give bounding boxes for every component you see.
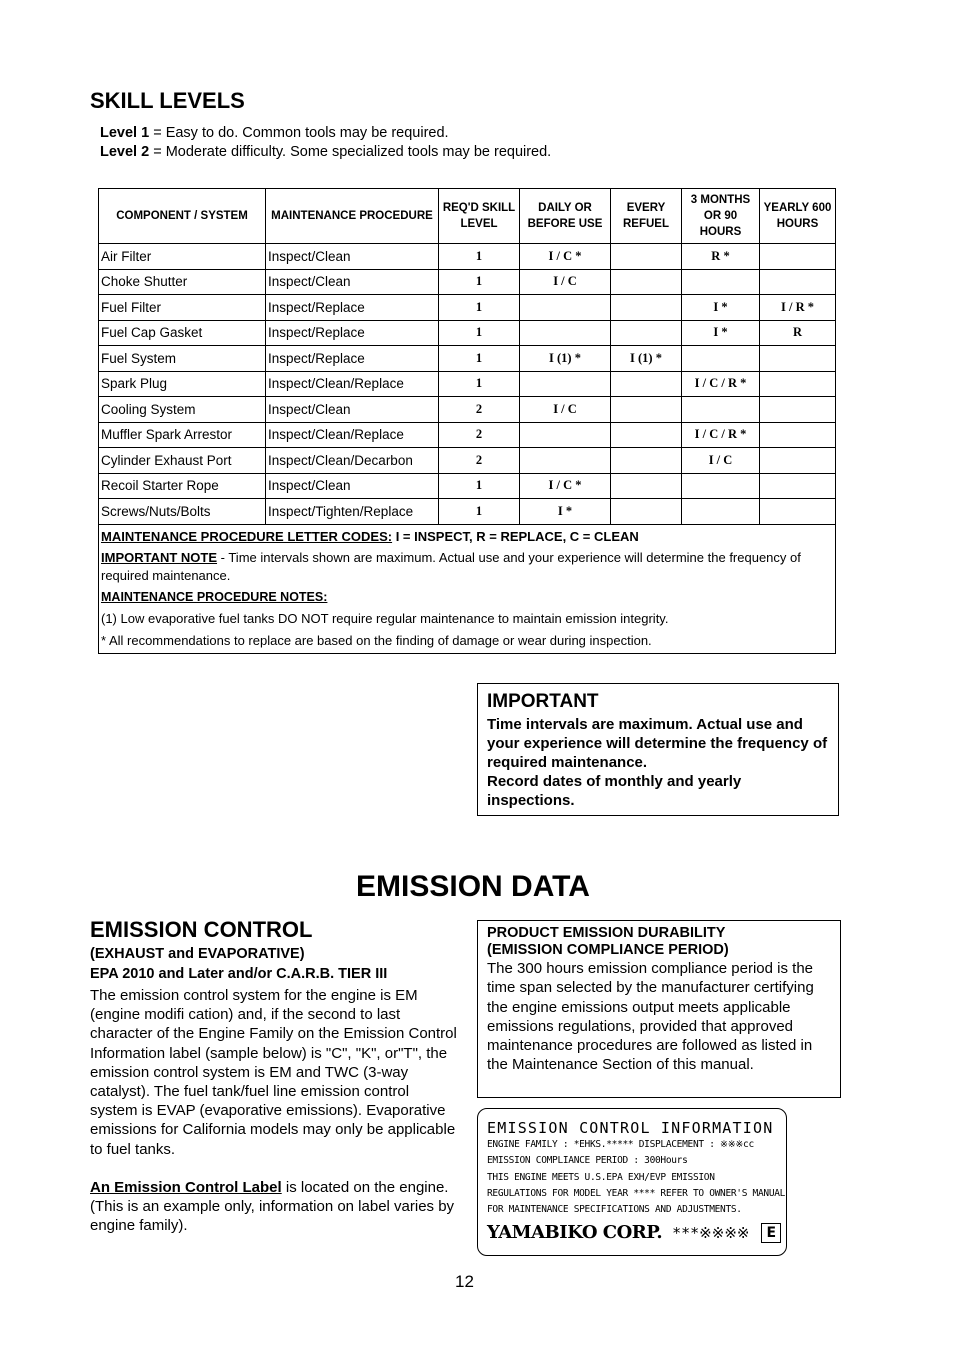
header-cell: REQ'D SKILL LEVEL [439,189,520,244]
table-row [99,295,836,321]
page-number: 12 [455,1272,474,1291]
note-1: (1) Low evaporative fuel tanks DO NOT require regular maintenance to maintain emission integrity. [101,610,669,626]
schedule-cell: I * [520,499,611,525]
maintenance-table [98,188,836,654]
schedule-cell: 2 [439,422,520,448]
procedure-cell: Inspect/Replace [266,295,439,321]
table-row [99,269,836,295]
emission-body: The emission control system for the engine is EM (engine modifi cation) and, if the second to last character of the Engine Family on the Emission Control Information label (sample below) is "C", "K", or"T", the emission control system is EM and TWC (3-way catalyst). The fuel tank/fuel line emission control system is EVAP (evaporative emissions). Evaporative emissions for California models may only be applicable to fuel tanks. [90,987,457,1158]
level-2-line: Level 2 = Moderate difficulty. Some specialized tools may be required. [100,144,552,160]
component-cell: Fuel Cap Gasket [99,320,266,346]
procedure-cell: Inspect/Clean [266,269,439,295]
corp-name: YAMABIKO CORP. [487,1222,663,1244]
skill-levels-title: SKILL LEVELS [90,88,245,113]
table-header-row [99,189,836,244]
schedule-cell [760,499,836,525]
e-badge-icon: E [761,1223,781,1243]
schedule-cell [611,269,682,295]
schedule-cell: 1 [439,244,520,270]
table-row [99,397,836,423]
header-cell: 3 MONTHS OR 90 HOURS [682,189,760,244]
important-box [477,683,839,816]
schedule-cell: R [760,320,836,346]
component-cell: Muffler Spark Arrestor [99,422,266,448]
emission-label-sample [477,1108,787,1256]
procedure-cell: Inspect/Clean [266,244,439,270]
durability-box [477,920,841,1098]
important-title: IMPORTANT [487,691,599,712]
schedule-cell [611,397,682,423]
schedule-cell: I / C [682,448,760,474]
schedule-cell [520,371,611,397]
table-row [99,448,836,474]
schedule-cell [520,422,611,448]
component-cell: Fuel System [99,346,266,372]
schedule-cell [611,371,682,397]
procedure-cell: Inspect/Clean/Replace [266,422,439,448]
header-cell: DAILY OR BEFORE USE [520,189,611,244]
schedule-cell [682,346,760,372]
schedule-cell: 2 [439,448,520,474]
schedule-cell: 1 [439,320,520,346]
emission-data-title: EMISSION DATA [356,870,590,903]
schedule-cell: I (1) * [520,346,611,372]
schedule-cell [760,269,836,295]
schedule-cell [611,244,682,270]
schedule-cell [760,448,836,474]
label-line: ENGINE FAMILY : *EHKS.***** DISPLACEMENT : ※※※cc [487,1139,754,1150]
table-row [99,244,836,270]
schedule-cell: I * [682,295,760,321]
procedure-cell: Inspect/Replace [266,346,439,372]
schedule-cell: 2 [439,397,520,423]
schedule-cell: I / C / R * [682,422,760,448]
label-line: REGULATIONS FOR MODEL YEAR **** REFER TO OWNER'S MANUAL [487,1187,786,1199]
table-row [99,346,836,372]
schedule-cell: 1 [439,371,520,397]
procedure-cell: Inspect/Clean [266,473,439,499]
schedule-cell [611,499,682,525]
schedule-cell [611,320,682,346]
schedule-cell: 1 [439,499,520,525]
schedule-cell: 1 [439,295,520,321]
schedule-cell [760,371,836,397]
procedure-notes-label: MAINTENANCE PROCEDURE NOTES: [101,589,328,604]
component-cell: Screws/Nuts/Bolts [99,499,266,525]
procedure-cell: Inspect/Clean/Decarbon [266,448,439,474]
schedule-cell: I / C * [520,244,611,270]
durability-text: The 300 hours emission compliance period is the time span selected by the manufacturer certifying the engine emissions output meets applicable emissions regulations, provided that approved maintenance procedures are followed as listed in the Maintenance Section of this manual. [487,960,814,1074]
level-1-line: Level 1 = Easy to do. Common tools may be required. [100,125,449,141]
schedule-cell [520,320,611,346]
schedule-cell: I / C * [520,473,611,499]
label-title: EMISSION CONTROL INFORMATION [487,1119,774,1137]
schedule-cell: I (1) * [611,346,682,372]
important-note-line: IMPORTANT NOTE - Time intervals shown are maximum. Actual use and your experience will determine the frequency of required maintenance. [101,549,801,583]
label-code: ***※※※※ [672,1223,750,1242]
table-row [99,473,836,499]
label-line: THIS ENGINE MEETS U.S.EPA EXH/EVP EMISSION [487,1171,715,1183]
component-cell: Choke Shutter [99,269,266,295]
label-line: EMISSION COMPLIANCE PERIOD : 300Hours [487,1155,688,1167]
component-cell: Fuel Filter [99,295,266,321]
schedule-cell [682,499,760,525]
schedule-cell: 1 [439,346,520,372]
schedule-cell: R * [682,244,760,270]
letter-codes-line: MAINTENANCE PROCEDURE LETTER CODES: I = INSPECT, R = REPLACE, C = CLEAN [101,528,639,544]
durability-title-2: (EMISSION COMPLIANCE PERIOD) [487,942,729,958]
schedule-cell: 1 [439,473,520,499]
schedule-cell: I / R * [760,295,836,321]
component-cell: Air Filter [99,244,266,270]
emission-label-link: An Emission Control Label [90,1179,282,1196]
procedure-cell: Inspect/Tighten/Replace [266,499,439,525]
component-cell: Recoil Starter Rope [99,473,266,499]
emission-label-paragraph: An Emission Control Label is located on the engine. (This is an example only, information on label varies by engine family). [90,1179,455,1235]
procedure-cell: Inspect/Replace [266,320,439,346]
table-row [99,320,836,346]
emission-subtitle-1: (EXHAUST and EVAPORATIVE) [90,946,305,962]
important-text-2: Record dates of monthly and yearly inspections. [487,773,742,809]
header-cell: COMPONENT / SYSTEM [99,189,266,244]
header-cell: EVERY REFUEL [611,189,682,244]
notes-cell [99,524,836,653]
important-text-1: Time intervals are maximum. Actual use and your experience will determine the frequency of required maintenance. [487,716,828,771]
header-cell: YEARLY 600 HOURS [760,189,836,244]
component-cell: Cooling System [99,397,266,423]
schedule-cell: I / C / R * [682,371,760,397]
header-cell: MAINTENANCE PROCEDURE [266,189,439,244]
durability-title-1: PRODUCT EMISSION DURABILITY [487,925,726,941]
component-cell: Cylinder Exhaust Port [99,448,266,474]
emission-control-title: EMISSION CONTROL [90,917,313,942]
schedule-cell: I * [682,320,760,346]
schedule-cell: 1 [439,269,520,295]
notes-row [99,524,836,653]
schedule-cell [611,473,682,499]
schedule-cell [760,422,836,448]
schedule-cell [760,473,836,499]
schedule-cell [611,422,682,448]
label-footer [487,1222,777,1243]
table-row [99,422,836,448]
schedule-cell [520,448,611,474]
schedule-cell [760,397,836,423]
schedule-cell [611,448,682,474]
schedule-cell: I / C [520,397,611,423]
schedule-cell [760,346,836,372]
note-2: * All recommendations to replace are based on the finding of damage or wear during inspection. [101,632,652,648]
schedule-cell [682,397,760,423]
schedule-cell [611,295,682,321]
procedure-cell: Inspect/Clean [266,397,439,423]
table-row [99,499,836,525]
schedule-cell [682,269,760,295]
skill-levels-list [100,124,551,162]
schedule-cell: I / C [520,269,611,295]
component-cell: Spark Plug [99,371,266,397]
schedule-cell [760,244,836,270]
table-row [99,371,836,397]
label-line: FOR MAINTENANCE SPECIFICATIONS AND ADJUSTMENTS. [487,1204,742,1216]
schedule-cell [520,295,611,321]
procedure-cell: Inspect/Clean/Replace [266,371,439,397]
schedule-cell [682,473,760,499]
emission-subtitle-2: EPA 2010 and Later and/or C.A.R.B. TIER III [90,966,388,982]
